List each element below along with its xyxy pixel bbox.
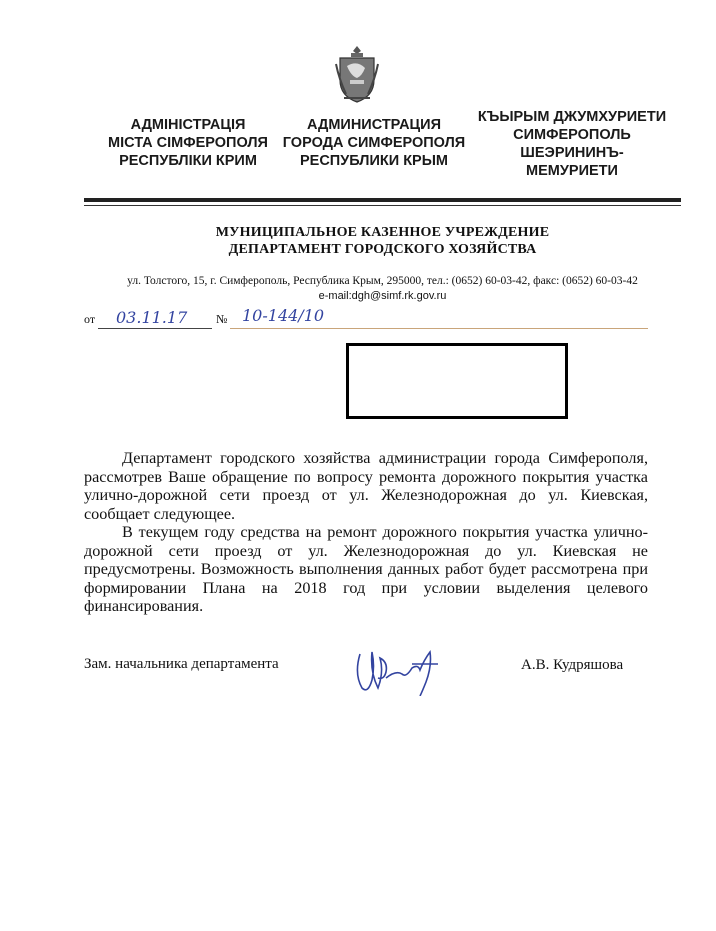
email-line: e-mail:dgh@simf.rk.gov.ru xyxy=(318,290,447,302)
date-underline xyxy=(98,328,212,329)
header-russian-line: РЕСПУБЛИКИ КРЫМ xyxy=(299,153,448,169)
reference-number-label: № xyxy=(216,312,228,326)
header-russian-line: ГОРОДА СИМФЕРОПОЛЯ xyxy=(282,135,466,151)
reference-date: 03.11.17 xyxy=(116,308,188,327)
organization-line1: МУНИЦИПАЛЬНОЕ КАЗЕННОЕ УЧРЕЖДЕНИЕ xyxy=(215,225,550,240)
address-block xyxy=(84,274,681,304)
number-underline xyxy=(230,328,648,329)
header-ukrainian-line: АДМІНІСТРАЦІЯ xyxy=(130,117,246,133)
signatory-title: Зам. начальника департамента xyxy=(84,656,279,672)
header-divider-thin xyxy=(84,205,681,206)
header-ukrainian-line: МІСТА СІМФЕРОПОЛЯ xyxy=(108,135,268,151)
coat-of-arms-emblem xyxy=(334,44,380,104)
header-crimean-tatar-line: СИМФЕРОПОЛЬ xyxy=(513,127,631,143)
body-paragraph: В текущем году средства на ремонт дорожного покрытия участка улично-дорожной сети проезд от ул. Железнодорожная до ул. Киевская не предусмотрены. Возможность выполнения данных работ будет рассмотрена при формировании Плана на 2018 год при условии выделения целевого финансирования. xyxy=(84,523,648,615)
header-russian-line: АДМИНИСТРАЦИЯ xyxy=(306,117,441,133)
header-russian xyxy=(276,116,472,170)
header-crimean-tatar-line: ШЕЭРИНИНЪ- xyxy=(520,145,624,161)
reference-number: 10-144/10 xyxy=(242,306,325,325)
organization-name xyxy=(84,224,681,258)
header-crimean-tatar-line: МЕМУРИЕТИ xyxy=(526,163,618,179)
reference-from-label: от xyxy=(84,312,96,326)
letter-body xyxy=(84,449,648,616)
header-ukrainian-line: РЕСПУБЛІКИ КРИМ xyxy=(119,153,257,169)
header-divider-thick xyxy=(84,198,681,202)
header-crimean-tatar xyxy=(472,108,672,180)
header-crimean-tatar-line: КЪЫРЫМ ДЖУМХУРИЕТИ xyxy=(477,109,667,125)
handwritten-signature xyxy=(352,644,446,696)
organization-line2: ДЕПАРТАМЕНТ ГОРОДСКОГО ХОЗЯЙСТВА xyxy=(228,242,537,257)
header-ukrainian xyxy=(100,116,276,170)
address-line: ул. Толстого, 15, г. Симферополь, Республика Крым, 295000, тел.: (0652) 60-03-42, факс: (0652) 60-03-42 xyxy=(127,275,638,287)
redacted-recipient-box xyxy=(346,343,568,419)
body-paragraph: Департамент городского хозяйства администрации города Симферополя, рассмотрев Ваше обращение по вопросу ремонта дорожного покрытия участка улично-дорожной сети проезд от ул. Железнодорожная до ул. Киевская, сообщает следующее. xyxy=(84,449,648,523)
signatory-name: А.В. Кудряшова xyxy=(521,657,624,673)
